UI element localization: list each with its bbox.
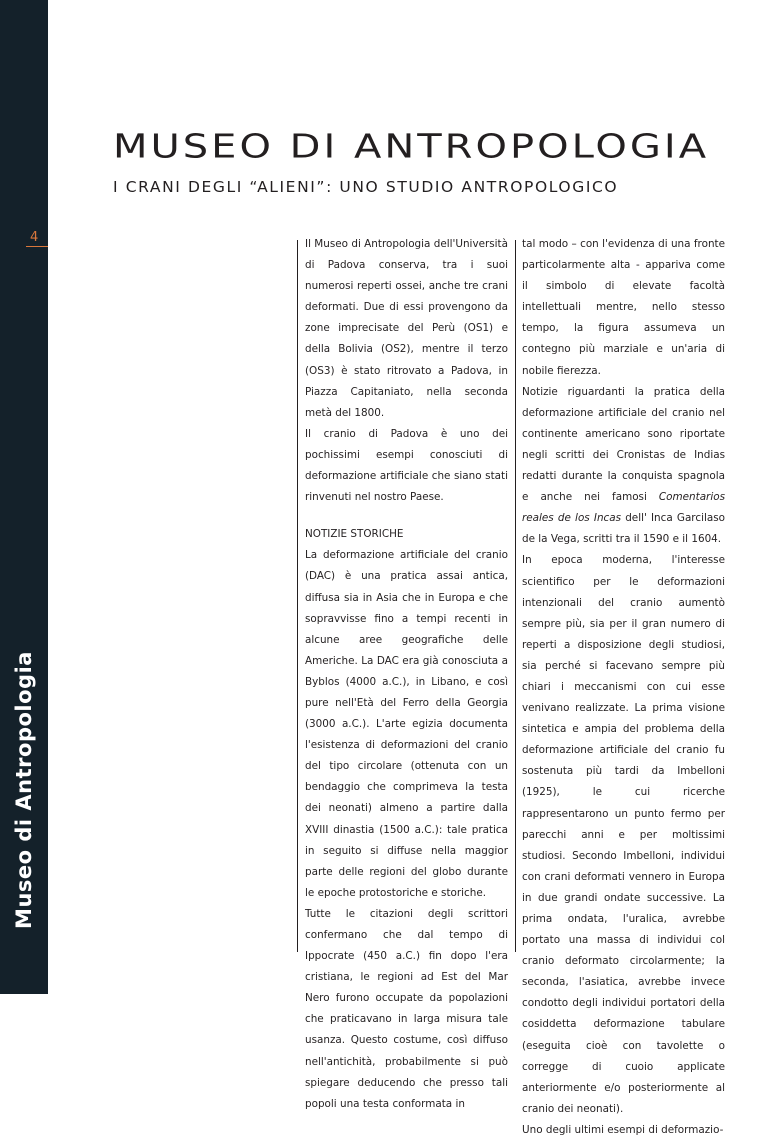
paragraph: Il Museo di Antropologia dell'Università di Padova conserva, tra i suoi numerosi reperti ossei, anche tre crani deformati. Due di essi provengono da zone imprecisate del Perù (OS1) e della Bolivia (OS2), mentre il terzo (OS3) è stato ritrovato a Padova, in Piazza Capitaniato, nella seconda metà del 1800. — [305, 238, 508, 419]
paragraph: tal modo – con l'evidenza di una fronte particolarmente alta - appariva come il simbolo di elevate facoltà intellettuali mentre, nello stesso tempo, la figura assumeva un contegno più marziale e un'aria di nobile fierezza. — [522, 238, 725, 377]
paragraph: Tutte le citazioni degli scrittori confermano che dal tempo di Ippocrate (450 a.C.) fin dopo l'era cristiana, le regioni ad Est del Mar Nero furono occupate da popolazioni che praticavano in larga misura tale usanza. Questo costume, così diffuso nell'antichità, probabilmente si può spiegare deducendo che presso tali popoli una testa conformata in — [305, 907, 508, 1110]
section-heading: NOTIZIE STORICHE — [305, 528, 404, 541]
paragraph: In epoca moderna, l'interesse scientifico per le deformazioni intenzionali del cranio aumentò sempre più, sia per il gran numero di reperti a disposizione degli studiosi, sia perché si facevano sempre più chiari i meccanismi con cui esse venivano realizzate. La prima visione sintetica e ampia del problema della deformazione artificiale del cranio fu sostenuta più tardi da Imbelloni (1925), le cui ricerche rappresentarono un punto fermo per parecchi anni e per moltissimi studiosi. Secondo Imbelloni, individui con crani deformati vennero in Europa in due grandi ondate successive. La prima ondata, l'uralica, avrebbe portato una massa di individui col cranio deformato circolarmente; la seconda, l'asiatica, avrebbe invece condotto degli individui portatori della cosiddetta deformazione tabulare (eseguita cioè con tavolette o corregge di cuoio applicate anteriormente e/o posteriormente al cranio dei neonati). — [522, 554, 725, 1115]
book-title: Comentarios reales de los Incas — [522, 491, 725, 525]
sidebar-label: Museo di Antropologia — [12, 651, 36, 929]
page-number-rule — [26, 246, 48, 247]
paragraph — [522, 382, 725, 551]
page-subtitle: I CRANI DEGLI “ALIENI”: UNO STUDIO ANTROPOLOGICO — [113, 178, 619, 196]
column-2-rule — [515, 240, 516, 952]
text-run: dell' Inca Garcilaso de la Vega, scritti tra il 1590 e il 1604. — [522, 512, 725, 546]
text-run: Notizie riguardanti la pratica della deformazione artificiale del cranio nel continente americano sono riportate negli scritti dei Cronistas de Indias redatti durante la conquista spagnola e anche nei famosi — [522, 385, 725, 504]
paragraph: La deformazione artificiale del cranio (DAC) è una pratica assai antica, diffusa sia in Asia che in Europa e che sopravvisse fino a tempi recenti in alcune aree geografiche delle Americhe. La DAC era già conosciuta a Byblos (4000 a.C.), in Libano, e così pure nell'Età del Ferro della Georgia (3000 a.C.). L'arte egizia documenta l'esistenza di deformazioni del cranio del tipo circolare (ottenuta con un bendaggio che comprimeva la testa dei neonati) almeno a partire dalla XVIII dinastia (1500 a.C.): tale pratica in seguito si diffuse nella maggior parte delle regioni del globo durante le epoche protostoriche e storiche. — [305, 549, 508, 899]
article-column-2 — [522, 234, 725, 1141]
paragraph: Uno degli ultimi esempi di deformazio- — [522, 1123, 724, 1136]
article-column-1 — [305, 234, 508, 1115]
page-title: MUSEO DI ANTROPOLOGIA — [113, 128, 710, 166]
page-number: 4 — [30, 230, 39, 245]
column-1-rule — [297, 240, 298, 952]
sidebar-band — [0, 0, 48, 994]
paragraph: Il cranio di Padova è uno dei pochissimi esempi conosciuti di deformazione artificiale che siano stati rinvenuti nel nostro Paese. — [305, 427, 508, 504]
